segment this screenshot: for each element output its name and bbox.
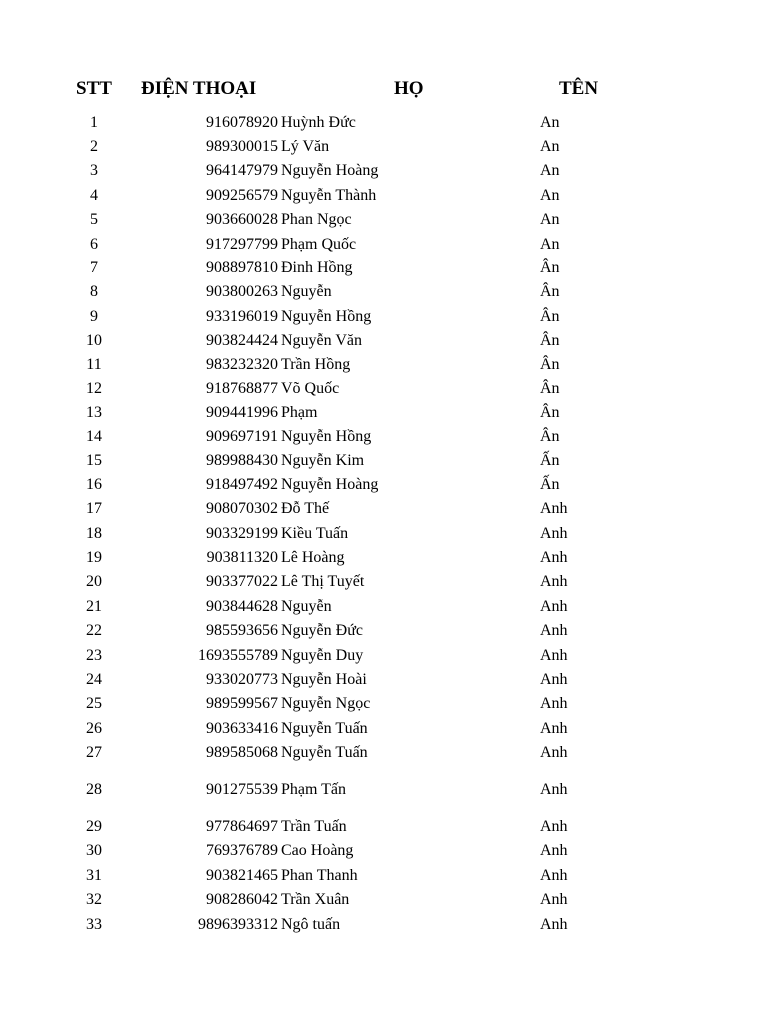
cell-ten: An <box>540 211 560 228</box>
cell-ten: Ân <box>540 404 560 421</box>
cell-ho: Nguyễn Văn <box>281 332 363 349</box>
cell-ten: Anh <box>540 867 568 884</box>
cell-phone: 918497492 <box>206 476 278 493</box>
cell-ho: Trần Tuấn <box>281 818 347 835</box>
table-row <box>0 669 768 691</box>
cell-stt: 28 <box>86 781 102 798</box>
cell-ten: Anh <box>540 573 568 590</box>
cell-stt: 32 <box>86 891 102 908</box>
table-row <box>0 742 768 764</box>
cell-stt: 19 <box>86 549 102 566</box>
cell-ho: Nguyễn <box>281 598 332 615</box>
cell-ho: Nguyễn Duy <box>281 647 364 664</box>
cell-ho: Kiều Tuấn <box>281 525 349 542</box>
cell-ten: Anh <box>540 500 568 517</box>
header-phone: ĐIỆN THOẠI <box>141 78 257 99</box>
table-row <box>0 402 768 424</box>
cell-phone: 9896393312 <box>198 916 278 933</box>
cell-ho: Phan Ngọc <box>281 211 352 228</box>
cell-ho: Ngô tuấn <box>281 916 341 933</box>
cell-ho: Phạm Quốc <box>281 236 357 253</box>
cell-phone: 989585068 <box>206 744 278 761</box>
cell-ho: Đinh Hồng <box>281 259 353 276</box>
table-row <box>0 234 768 256</box>
table-row <box>0 816 768 838</box>
header-ho: HỌ <box>394 78 424 99</box>
cell-ten: Ân <box>540 380 560 397</box>
cell-ten: Anh <box>540 744 568 761</box>
cell-stt: 13 <box>86 404 102 421</box>
cell-phone: 989300015 <box>206 138 278 155</box>
table-row <box>0 378 768 400</box>
table-row <box>0 523 768 545</box>
table-row <box>0 136 768 158</box>
table-row <box>0 209 768 231</box>
cell-ho: Nguyễn <box>281 283 332 300</box>
cell-phone: 903377022 <box>206 573 278 590</box>
cell-phone: 903844628 <box>206 598 278 615</box>
cell-ho: Nguyễn Tuấn <box>281 720 368 737</box>
table-row <box>0 547 768 569</box>
table-row <box>0 498 768 520</box>
cell-ten: Ân <box>540 283 560 300</box>
cell-phone: 903811320 <box>206 549 278 566</box>
cell-phone: 977864697 <box>206 818 278 835</box>
cell-ho: Lê Hoàng <box>281 549 345 566</box>
cell-ten: Anh <box>540 891 568 908</box>
cell-phone: 908897810 <box>206 259 278 276</box>
cell-ten: Ấn <box>540 452 560 469</box>
cell-ho: Nguyễn Hoàng <box>281 476 379 493</box>
cell-phone: 909697191 <box>206 428 278 445</box>
cell-stt: 9 <box>90 308 98 325</box>
cell-ho: Phạm <box>281 404 318 421</box>
cell-phone: 769376789 <box>206 842 278 859</box>
cell-stt: 24 <box>86 671 102 688</box>
cell-phone: 903824424 <box>206 332 278 349</box>
cell-ho: Lê Thị Tuyết <box>281 573 365 590</box>
cell-phone: 933196019 <box>206 308 278 325</box>
table-row <box>0 306 768 328</box>
cell-phone: 903660028 <box>206 211 278 228</box>
cell-phone: 908070302 <box>206 500 278 517</box>
cell-ho: Cao Hoàng <box>281 842 354 859</box>
cell-ten: Anh <box>540 671 568 688</box>
cell-phone: 989599567 <box>206 695 278 712</box>
cell-ho: Nguyễn Hoài <box>281 671 367 688</box>
cell-ho: Đỗ Thế <box>281 500 330 517</box>
cell-phone: 983232320 <box>206 356 278 373</box>
cell-stt: 16 <box>86 476 102 493</box>
cell-ten: Anh <box>540 818 568 835</box>
cell-phone: 903800263 <box>206 283 278 300</box>
cell-stt: 25 <box>86 695 102 712</box>
cell-stt: 29 <box>86 818 102 835</box>
table-row <box>0 645 768 667</box>
cell-stt: 26 <box>86 720 102 737</box>
cell-ten: Ân <box>540 308 560 325</box>
cell-phone: 903821465 <box>206 867 278 884</box>
cell-phone: 909441996 <box>206 404 278 421</box>
cell-ho: Nguyễn Kim <box>281 452 365 469</box>
cell-ho: Phan Thanh <box>281 867 358 884</box>
cell-stt: 18 <box>86 525 102 542</box>
cell-ten: Anh <box>540 525 568 542</box>
cell-ten: Anh <box>540 647 568 664</box>
cell-ten: An <box>540 138 560 155</box>
cell-ten: Anh <box>540 622 568 639</box>
table-row <box>0 718 768 740</box>
cell-stt: 1 <box>90 114 98 131</box>
table-row <box>0 889 768 911</box>
cell-ten: Anh <box>540 549 568 566</box>
cell-stt: 12 <box>86 380 102 397</box>
cell-stt: 5 <box>90 211 98 228</box>
cell-ho: Nguyễn Hồng <box>281 428 372 445</box>
cell-ho: Nguyễn Hồng <box>281 308 372 325</box>
cell-ho: Nguyễn Thành <box>281 187 377 204</box>
cell-stt: 15 <box>86 452 102 469</box>
cell-ho: Huỳnh Đức <box>281 114 356 131</box>
cell-stt: 10 <box>86 332 102 349</box>
table-row <box>0 112 768 134</box>
cell-ten: An <box>540 162 560 179</box>
table-row <box>0 865 768 887</box>
cell-stt: 7 <box>90 259 98 276</box>
cell-stt: 20 <box>86 573 102 590</box>
cell-ten: Ấn <box>540 476 560 493</box>
cell-ho: Lý Văn <box>281 138 330 155</box>
table-row <box>0 330 768 352</box>
header-ten: TÊN <box>559 78 599 99</box>
cell-phone: 903329199 <box>206 525 278 542</box>
cell-stt: 22 <box>86 622 102 639</box>
cell-phone: 903633416 <box>206 720 278 737</box>
cell-ho: Trần Hồng <box>281 356 351 373</box>
table-row <box>0 160 768 182</box>
cell-ho: Trần Xuân <box>281 891 350 908</box>
cell-phone: 989988430 <box>206 452 278 469</box>
cell-ho: Nguyễn Ngọc <box>281 695 371 712</box>
header-stt: STT <box>76 78 112 99</box>
cell-phone: 918768877 <box>206 380 278 397</box>
cell-stt: 21 <box>86 598 102 615</box>
cell-phone: 933020773 <box>206 671 278 688</box>
cell-stt: 17 <box>86 500 102 517</box>
table-row <box>0 354 768 376</box>
cell-stt: 4 <box>90 187 98 204</box>
cell-phone: 964147979 <box>206 162 278 179</box>
cell-stt: 33 <box>86 916 102 933</box>
cell-ho: Nguyễn Tuấn <box>281 744 368 761</box>
cell-ten: Ân <box>540 259 560 276</box>
cell-ten: An <box>540 187 560 204</box>
cell-stt: 27 <box>86 744 102 761</box>
cell-stt: 23 <box>86 647 102 664</box>
cell-stt: 3 <box>90 162 98 179</box>
cell-stt: 31 <box>86 867 102 884</box>
cell-ten: Anh <box>540 842 568 859</box>
table-row <box>0 450 768 472</box>
cell-ten: An <box>540 236 560 253</box>
cell-ten: Anh <box>540 916 568 933</box>
cell-ho: Nguyễn Hoàng <box>281 162 379 179</box>
cell-phone: 917297799 <box>206 236 278 253</box>
cell-stt: 11 <box>86 356 102 373</box>
table-row <box>0 914 768 936</box>
cell-stt: 14 <box>86 428 102 445</box>
cell-ho: Phạm Tấn <box>281 781 347 798</box>
cell-ten: Anh <box>540 598 568 615</box>
cell-phone: 909256579 <box>206 187 278 204</box>
cell-stt: 2 <box>90 138 98 155</box>
cell-ho: Nguyễn Đức <box>281 622 363 639</box>
cell-ten: An <box>540 114 560 131</box>
cell-phone: 901275539 <box>206 781 278 798</box>
cell-ten: Anh <box>540 720 568 737</box>
cell-ten: Anh <box>540 781 568 798</box>
cell-ten: Ân <box>540 428 560 445</box>
cell-phone: 908286042 <box>206 891 278 908</box>
cell-stt: 30 <box>86 842 102 859</box>
table-row <box>0 779 768 801</box>
table-row <box>0 257 768 279</box>
table-row <box>0 596 768 618</box>
cell-ho: Võ Quốc <box>281 380 340 397</box>
cell-stt: 6 <box>90 236 98 253</box>
cell-stt: 8 <box>90 283 98 300</box>
cell-phone: 1693555789 <box>198 647 278 664</box>
table-row <box>0 185 768 207</box>
table-row <box>0 693 768 715</box>
table-row <box>0 571 768 593</box>
cell-ten: Ân <box>540 356 560 373</box>
cell-ten: Anh <box>540 695 568 712</box>
table-row <box>0 474 768 496</box>
cell-phone: 985593656 <box>206 622 278 639</box>
table-row <box>0 281 768 303</box>
table-row <box>0 426 768 448</box>
cell-phone: 916078920 <box>206 114 278 131</box>
table-row <box>0 840 768 862</box>
cell-ten: Ân <box>540 332 560 349</box>
table-row <box>0 620 768 642</box>
